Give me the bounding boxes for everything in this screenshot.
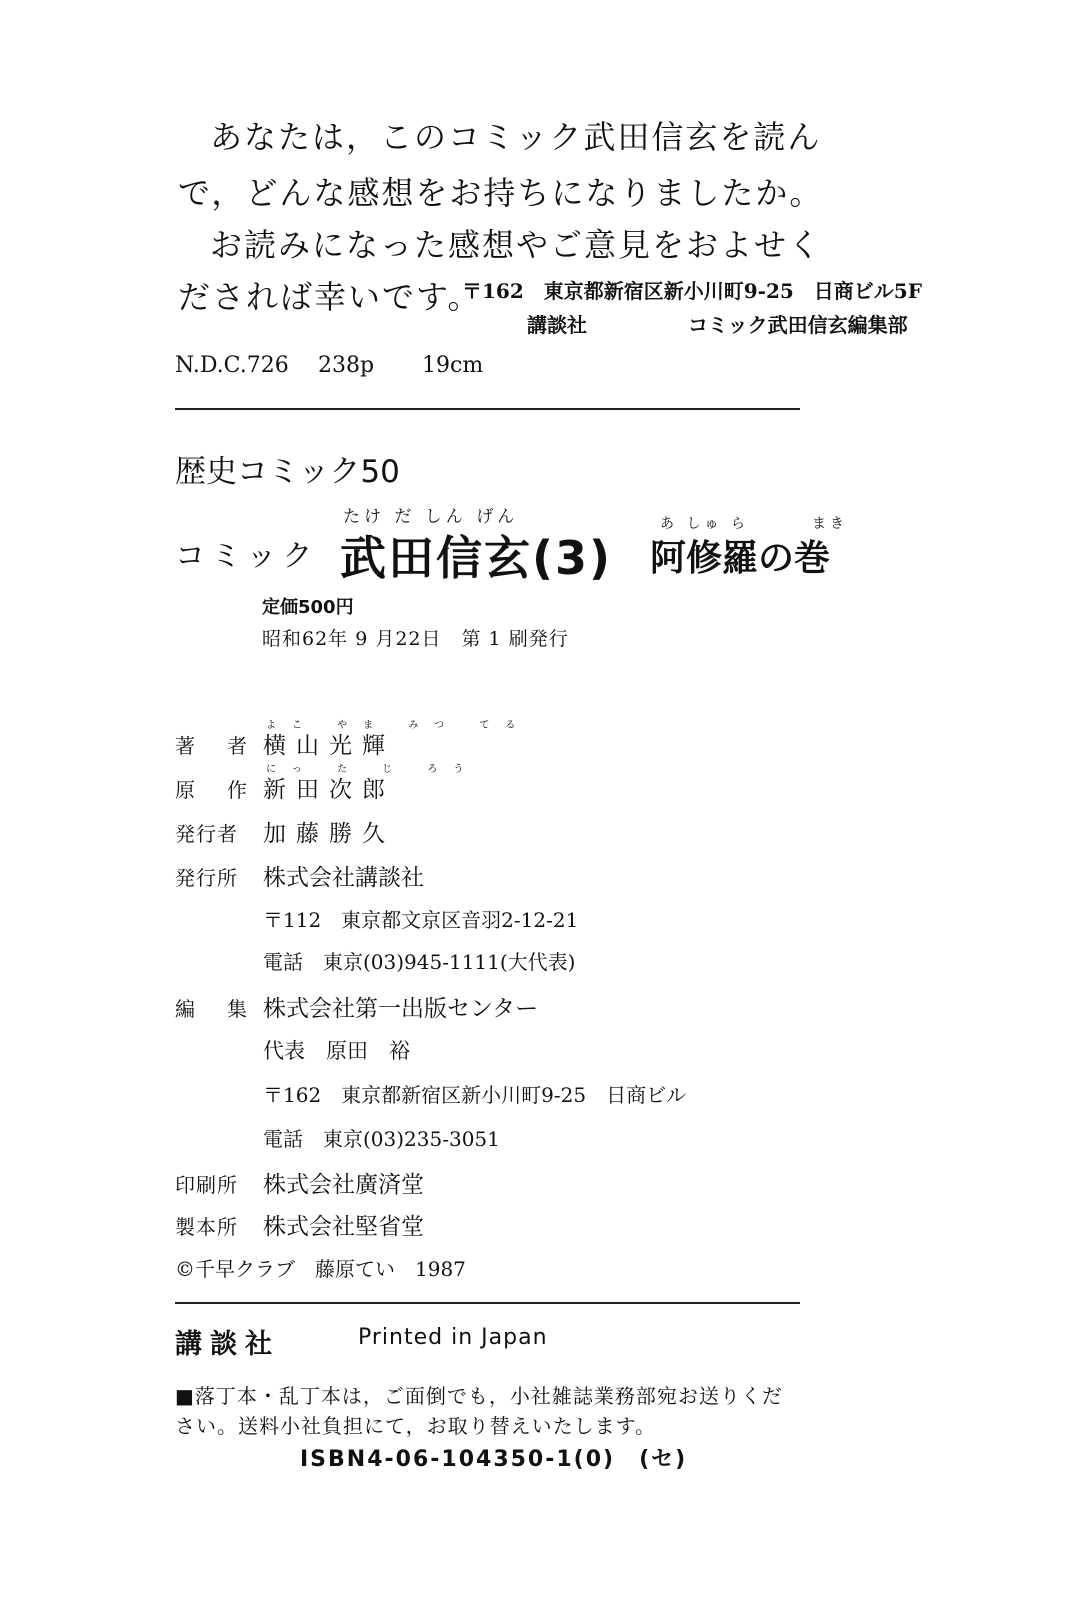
price: 定価500円: [262, 597, 354, 618]
original-ruby: にっ た じ ろう: [266, 764, 480, 775]
original-name: 新田次郎: [263, 777, 395, 803]
book-subtitle: 阿修羅の巻: [650, 538, 831, 579]
author-label: 著 者: [175, 734, 253, 758]
issuer-label: 発行者: [175, 822, 238, 846]
issuing-office-phone: 電話 東京(03)945-1111(大代表): [263, 950, 576, 974]
subtitle-ruby-1: あ しゅ ら: [660, 516, 749, 532]
series-title: 歴史コミック50: [175, 454, 400, 490]
author-name: 横山光輝: [263, 733, 395, 759]
notice-line-2: さい。送料小社負担にて，お取り替えいたします。: [175, 1414, 656, 1438]
issuing-office: 株式会社講談社: [263, 865, 424, 891]
ndc-number: N.D.C.726: [175, 353, 289, 378]
book-title: 武田信玄(3): [340, 531, 613, 585]
editor-name: 株式会社第一出版センター: [263, 996, 539, 1022]
original-label: 原 作: [175, 778, 253, 802]
issuing-office-address: 〒112 東京都文京区音羽2-12-21: [263, 908, 579, 932]
subtitle-ruby-2: まき: [812, 516, 848, 532]
printer-label: 印刷所: [175, 1173, 238, 1197]
message-line-2: で，どんな感想をお持ちになりましたか。: [178, 174, 824, 212]
issuing-office-label: 発行所: [175, 866, 238, 890]
binder-name: 株式会社堅省堂: [263, 1214, 424, 1240]
mail-publisher: 講談社: [527, 313, 587, 337]
book-size: 19cm: [422, 353, 484, 378]
notice-line-1: ■落丁本・乱丁本は，ご面倒でも，小社雑誌業務部宛お送りくだ: [175, 1384, 783, 1408]
editor-phone: 電話 東京(03)235-3051: [263, 1127, 500, 1151]
binder-label: 製本所: [175, 1215, 238, 1239]
issue-date: 昭和62年 9 月22日 第 1 刷発行: [262, 628, 569, 650]
mail-address: 〒162 東京都新宿区新小川町9-25 日商ビル5F: [462, 279, 922, 303]
author-ruby: よこ やま みつ てる: [266, 720, 532, 731]
editor-label: 編 集: [175, 997, 253, 1021]
printed-in-japan: Printed in Japan: [358, 1325, 548, 1350]
divider-bottom: [175, 1302, 800, 1304]
message-line-4: だされば幸いです。: [178, 278, 482, 316]
message-line-3: お読みになった感想やご意見をおよせく: [210, 226, 823, 264]
page-count: 238p: [318, 353, 375, 378]
title-prefix: コミック: [175, 539, 319, 574]
message-line-1: あなたは，このコミック武田信玄を読ん: [210, 118, 822, 156]
printer-name: 株式会社廣済堂: [263, 1172, 424, 1198]
title-ruby: たけ だ しん げん: [343, 507, 519, 527]
isbn-code: ISBN4-06-104350-1(0) (セ): [300, 1447, 688, 1472]
editor-address: 〒162 東京都新宿区新小川町9-25 日商ビル: [263, 1083, 687, 1107]
mail-department: コミック武田信玄編集部: [688, 313, 908, 337]
divider-top: [175, 408, 800, 410]
copyright-line: ©千早クラブ 藤原てい 1987: [175, 1257, 466, 1281]
publisher-name: 講談社: [175, 1329, 280, 1360]
editor-representative: 代表 原田 裕: [263, 1039, 410, 1063]
issuer-name: 加藤勝久: [263, 821, 395, 847]
